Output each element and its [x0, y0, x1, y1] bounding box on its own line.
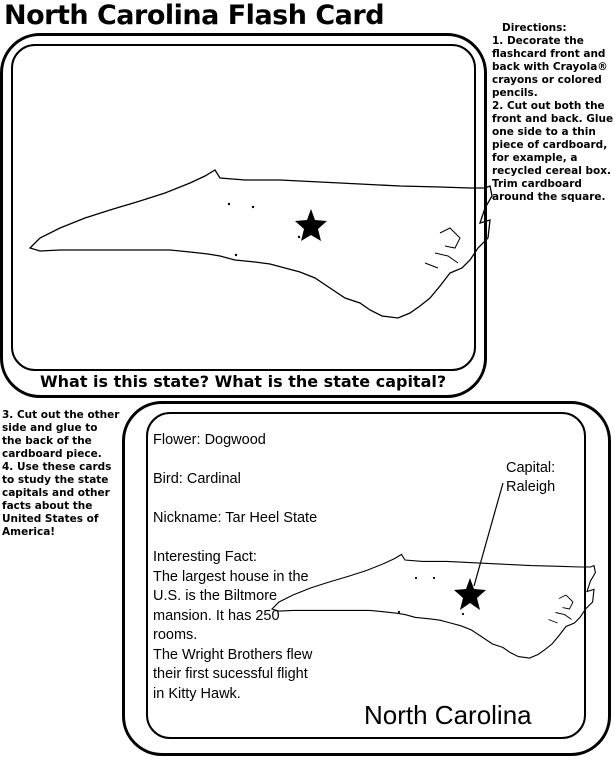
fact-heading: Interesting Fact:: [153, 549, 257, 565]
front-question: What is this state? What is the state capital?: [40, 372, 447, 391]
direction-step-1: 1. Decorate the flashcard front and back with Crayola® crayons or colored pencils.: [492, 35, 608, 99]
star-icon: [454, 578, 486, 610]
state-nickname: Nickname: Tar Heel State: [153, 510, 318, 526]
capital-label-line-1: Capital:: [506, 460, 556, 476]
page-title: North Carolina Flash Card: [4, 0, 385, 31]
direction-step-3: 3. Cut out the other side and glue to the back of the cardboard piece.: [2, 409, 120, 460]
capital-pointer-line: [474, 483, 503, 586]
nc-outline-back: [272, 554, 595, 658]
directions-heading: Directions:: [502, 22, 567, 34]
capital-label-line-2: Raleigh: [506, 479, 556, 495]
fact-text-2: The Wright Brothers flew their first sucessful flight in Kitty Hawk.: [153, 646, 313, 702]
state-bird: Bird: Cardinal: [153, 471, 241, 487]
fact-text: The largest house in the U.S. is the Biltmore mansion. It has 250 rooms.: [153, 568, 309, 643]
direction-step-4: 4. Use these cards to study the state capitals and other facts about the United States of America!: [2, 461, 112, 538]
state-name: North Carolina: [364, 700, 532, 730]
direction-step-2: 2. Cut out both the front and back. Glue one side to a thin piece of cardboard, for example, a recycled cereal box. Trim cardboard around the square.: [492, 100, 614, 203]
state-flower: Flower: Dogwood: [153, 432, 266, 448]
